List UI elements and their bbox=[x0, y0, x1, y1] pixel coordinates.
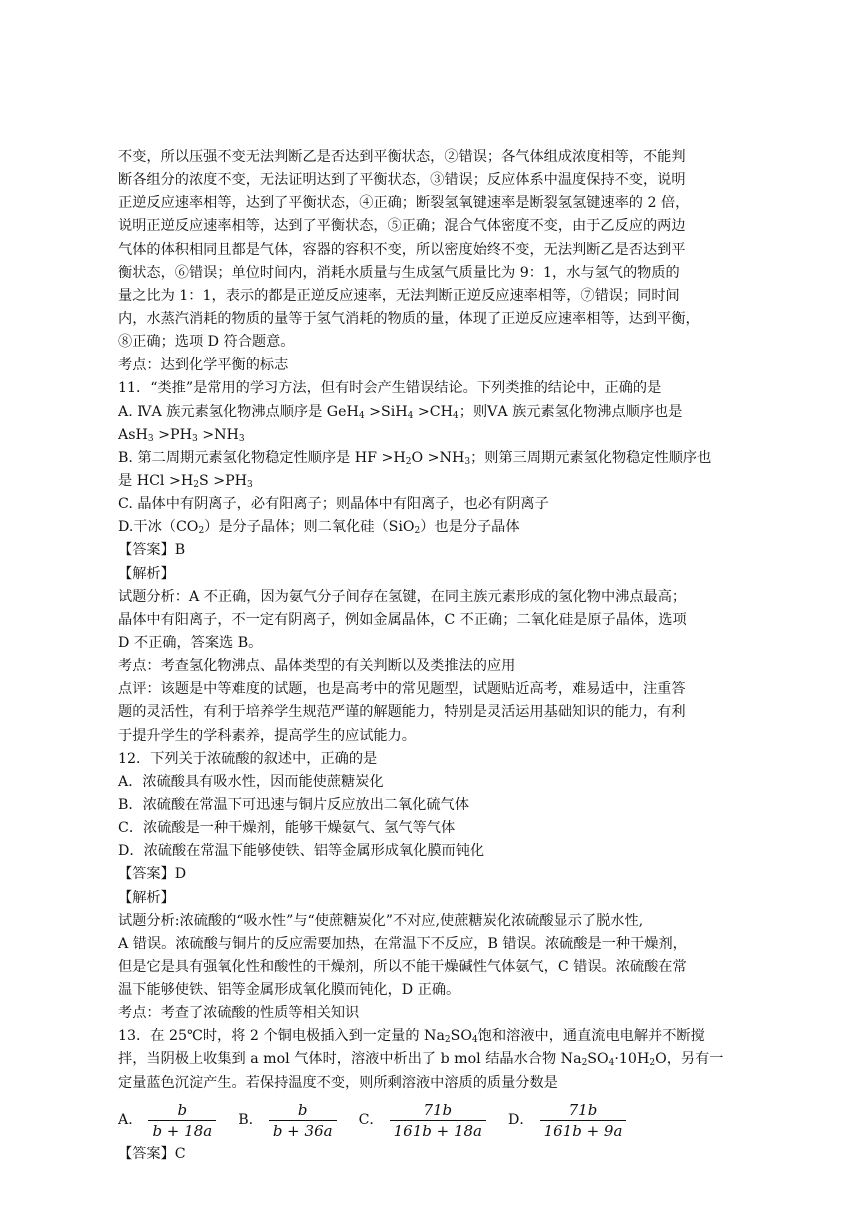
document-body bbox=[118, 146, 746, 1166]
fraction bbox=[269, 1101, 337, 1140]
question-13-options bbox=[118, 1099, 746, 1143]
analysis-line: 晶体中有阳离子，不一定有阴离子，例如金属晶体，C 不正确；二氧化硅是原子晶体，选项 bbox=[118, 611, 687, 628]
question-13-stem bbox=[118, 1025, 746, 1048]
subscript: 2 bbox=[414, 526, 421, 537]
analysis-line: 试题分析：A 不正确，因为氨气分子间存在氢键，在同主族元素形成的氢化物中沸点最高； bbox=[118, 588, 687, 605]
analysis-line: 但是它是具有强氧化性和酸性的干燥剂，所以不能干燥碱性气体氨气，C 错误。浓硫酸在常 bbox=[118, 958, 687, 975]
fraction bbox=[540, 1101, 627, 1140]
question-12-option-c: C．浓硫酸是一种干燥剂，能够干燥氨气、氢气等气体 bbox=[118, 820, 456, 837]
subscript: 4 bbox=[453, 410, 459, 421]
subscript: 2 bbox=[405, 456, 412, 467]
text-run: O >NH bbox=[411, 449, 465, 466]
text-run: 饱和溶液中，通直流电电解并不断搅 bbox=[477, 1028, 705, 1045]
text-line: 衡状态，⑥错误；单位时间内，消耗水质量与生成氢气质量比为 9：1，水与氢气的物质的 bbox=[118, 264, 680, 281]
question-13-option-b bbox=[238, 1101, 336, 1140]
subscript: 2 bbox=[581, 1058, 588, 1069]
option-label: D． bbox=[507, 1112, 534, 1129]
text-run: 13．在 25℃时，将 2 个铜电极插入到一定量的 Na bbox=[118, 1028, 445, 1045]
fraction-numerator: 71b bbox=[568, 1101, 598, 1120]
option-label: B． bbox=[238, 1112, 263, 1129]
text-run: >CH bbox=[413, 403, 454, 420]
question-12-option-d: D．浓硫酸在常温下能够使铁、铝等金属形成氧化膜而钝化 bbox=[118, 843, 485, 860]
text-line: 量之比为 1：1，表示的都是正逆反应速率，无法判断正逆反应速率相等，⑦错误；同时间 bbox=[118, 287, 680, 304]
text-run: ）是分子晶体；则二氧化硅（SiO bbox=[204, 519, 415, 536]
analysis-line: D 不正确，答案选 B。 bbox=[118, 634, 263, 651]
subscript: 2 bbox=[444, 1035, 451, 1046]
subscript: 4 bbox=[407, 410, 414, 421]
text-run: A. ⅣA 族元素氢化物沸点顺序是 GeH bbox=[118, 403, 359, 420]
text-run: ；则第三周期元素氢化物稳定性顺序也 bbox=[470, 449, 712, 466]
fraction-denominator: b + 18a bbox=[148, 1120, 216, 1140]
text-line: 内，水蒸汽消耗的物质的量等于氢气消耗的物质的量，体现了正逆反应速率相等，达到平衡， bbox=[118, 310, 700, 327]
knowledge-point: 考点：考查了浓硫酸的性质等相关知识 bbox=[118, 1005, 360, 1022]
question-11-option-a bbox=[118, 401, 746, 424]
text-run: AsH bbox=[118, 426, 148, 443]
subscript: 2 bbox=[193, 479, 199, 490]
text-run: S >PH bbox=[198, 472, 248, 489]
text-run: >SiH bbox=[364, 403, 408, 420]
fraction bbox=[148, 1101, 216, 1140]
question-11-option-b-cont bbox=[118, 470, 746, 493]
question-13-stem-end: 定量蓝色沉淀产生。若保持温度不变，则所剩溶液中溶质的质量分数是 bbox=[118, 1074, 558, 1091]
knowledge-point: 考点：考查氢化物沸点、晶体类型的有关判断以及类推法的应用 bbox=[118, 658, 516, 675]
question-11-option-d bbox=[118, 516, 746, 539]
text-run: 是 HCl >H bbox=[118, 472, 194, 489]
question-12-stem: 12．下列关于浓硫酸的叙述中，正确的是 bbox=[118, 750, 378, 767]
question-13-option-c bbox=[359, 1101, 486, 1140]
question-13-stem-cont bbox=[118, 1048, 746, 1071]
fraction-numerator: b bbox=[297, 1101, 308, 1120]
subscript: 2 bbox=[649, 1058, 656, 1069]
question-13-option-d bbox=[508, 1101, 626, 1140]
text-run: O，另有一 bbox=[655, 1051, 724, 1068]
fraction-denominator: b + 36a bbox=[269, 1120, 337, 1140]
question-12-analysis-label: 【解析】 bbox=[118, 889, 175, 906]
question-11-option-b bbox=[118, 447, 746, 470]
question-11-option-a-cont bbox=[118, 424, 746, 447]
comment-line: 题的灵活性，有利于培养学生规范严谨的解题能力，特别是灵活运用基础知识的能力，有利 bbox=[118, 704, 686, 721]
question-13-answer: 【答案】C bbox=[118, 1145, 186, 1162]
fraction-denominator: 161b + 9a bbox=[540, 1120, 627, 1140]
analysis-line: 试题分析:浓硫酸的“吸水性”与“使蔗糖炭化”不对应,使蔗糖炭化浓硫酸显示了脱水性, bbox=[118, 912, 644, 929]
subscript: 3 bbox=[147, 433, 154, 444]
question-12-option-a: A．浓硫酸具有吸水性，因而能使蔗糖炭化 bbox=[118, 773, 384, 790]
fraction-numerator: 71b bbox=[423, 1101, 453, 1120]
question-11-analysis-label: 【解析】 bbox=[118, 565, 175, 582]
text-line: 正逆反应速率相等，达到了平衡状态，④正确；断裂氢氧键速率是断裂氢氢键速率的 2 倍， bbox=[118, 195, 690, 212]
text-run: 拌，当阴极上收集到 a mol 气体时，溶液中析出了 b mol 结晶水合物 Na bbox=[118, 1051, 582, 1068]
fraction-numerator: b bbox=[177, 1101, 188, 1120]
fraction bbox=[390, 1101, 486, 1140]
question-11-option-c: C. 晶体中有阴离子，必有阳离子；则晶体中有阳离子，也必有阴离子 bbox=[118, 496, 549, 513]
text-run: ；则ⅤA 族元素氢化物沸点顺序也是 bbox=[458, 403, 683, 420]
comment-line: 于提升学生的学科素养，提高学生的应试能力。 bbox=[118, 727, 416, 744]
text-run: ）也是分子晶体 bbox=[420, 519, 520, 536]
text-run: SO bbox=[450, 1028, 473, 1045]
subscript: 2 bbox=[198, 526, 205, 537]
subscript: 4 bbox=[472, 1035, 478, 1046]
text-line: 气体的体积相同且都是气体，容器的容积不变，所以密度始终不变，无法判断乙是否达到平 bbox=[118, 241, 686, 258]
analysis-line: A 错误。浓硫酸与铜片的反应需要加热，在常温下不反应，B 错误。浓硫酸是一种干燥剂， bbox=[118, 935, 687, 952]
subscript: 3 bbox=[247, 479, 253, 490]
text-run: SO bbox=[587, 1051, 609, 1068]
text-run: B. 第二周期元素氢化物稳定性顺序是 HF >H bbox=[118, 449, 406, 466]
subscript: 3 bbox=[464, 456, 471, 467]
subscript: 4 bbox=[358, 410, 365, 421]
comment-line: 点评：该题是中等难度的试题，也是高考中的常见题型，试题贴近高考，难易适中，注重答 bbox=[118, 681, 686, 698]
question-12-answer: 【答案】D bbox=[118, 866, 187, 883]
fraction-denominator: 161b + 18a bbox=[390, 1120, 486, 1140]
text-run: >NH bbox=[197, 426, 239, 443]
option-label: A． bbox=[118, 1112, 143, 1129]
text-line: 断各组分的浓度不变，无法证明达到了平衡状态，③错误；反应体系中温度保持不变，说明 bbox=[118, 172, 686, 189]
text-run: >PH bbox=[153, 426, 192, 443]
analysis-line: 温下能够使铁、铝等金属形成氧化膜而钝化，D 正确。 bbox=[118, 982, 461, 999]
question-13-option-a bbox=[118, 1101, 216, 1140]
text-line: 不变，所以压强不变无法判断乙是否达到平衡状态，②错误；各气体组成浓度相等，不能判 bbox=[118, 149, 686, 165]
question-11-answer: 【答案】B bbox=[118, 542, 186, 559]
text-line: ⑧正确；选项 D 符合题意。 bbox=[118, 334, 295, 351]
question-12-option-b: B．浓硫酸在常温下可迅速与铜片反应放出二氧化硫气体 bbox=[118, 796, 469, 813]
subscript: 3 bbox=[238, 433, 245, 444]
question-11-stem: 11．“类推”是常用的学习方法，但有时会产生错误结论。下列类推的结论中，正确的是 bbox=[118, 380, 662, 397]
text-run: ·10H bbox=[614, 1051, 650, 1068]
text-run: D.干冰（CO bbox=[118, 519, 199, 536]
knowledge-point: 考点：达到化学平衡的标志 bbox=[118, 357, 289, 374]
subscript: 4 bbox=[608, 1058, 615, 1069]
subscript: 3 bbox=[191, 433, 198, 444]
option-label: C． bbox=[358, 1112, 384, 1129]
text-line: 说明正逆反应速率相等，达到了平衡状态，⑤正确；混合气体密度不变，由于乙反应的两边 bbox=[118, 218, 686, 235]
